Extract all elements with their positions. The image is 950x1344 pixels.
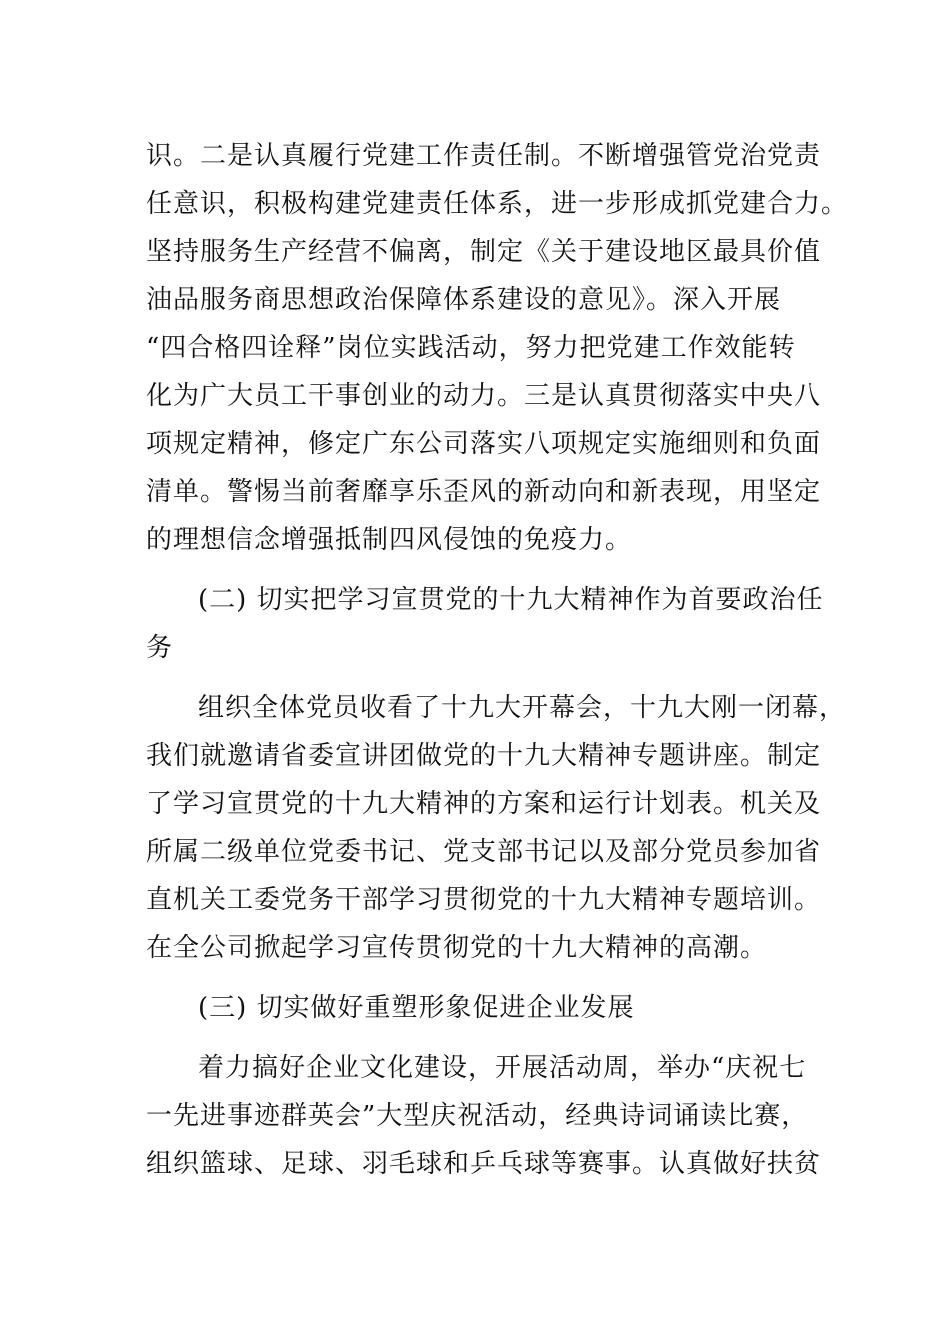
heading-line: 务: [146, 633, 174, 663]
text-line: 的理想信念增强抵制四风侵蚀的免疫力。: [146, 525, 633, 555]
text-line: 坚持服务生产经营不偏离，制定《关于建设地区最具价值: [146, 237, 822, 267]
text-line: 清单。警惕当前奢靡享乐歪风的新动向和新表现，用坚定: [146, 477, 822, 507]
text-line: 识。二是认真履行党建工作责任制。不断增强管党治党责: [146, 141, 822, 171]
text-line: 着力搞好企业文化建设，开展活动周，举办“庆祝七: [198, 1053, 807, 1083]
text-line: “四合格四诠释”岗位实践活动，努力把党建工作效能转: [146, 333, 796, 363]
text-line: 组织篮球、足球、羽毛球和乒乓球等赛事。认真做好扶贫: [146, 1149, 822, 1179]
paragraph-nineteenth-congress-study: [146, 684, 847, 972]
text-line: 直机关工委党务干部学习贯彻党的十九大精神专题培训。: [146, 885, 822, 915]
text-line: 任意识，积极构建党建责任体系，进一步形成抓党建合力。: [146, 189, 849, 219]
paragraph-corporate-culture: [146, 1044, 822, 1188]
paragraph-party-responsibility: [146, 132, 849, 564]
text-line: 组织全体党员收看了十九大开幕会，十九大刚一闭幕，: [198, 693, 847, 723]
section-heading-three: [146, 984, 796, 1032]
text-line: 一先进事迹群英会”大型庆祝活动，经典诗词诵读比赛，: [146, 1101, 809, 1131]
text-line: 化为广大员工干事创业的动力。三是认真贯彻落实中央八: [146, 381, 822, 411]
text-line: 所属二级单位党委书记、党支部书记以及部分党员参加省: [146, 837, 822, 867]
document-page: [146, 132, 849, 1188]
text-line: 在全公司掀起学习宣传贯彻党的十九大精神的高潮。: [146, 933, 768, 963]
heading-line: (三) 切实做好重塑形象促进企业发展: [198, 993, 635, 1023]
section-heading-two: [146, 576, 824, 672]
text-line: 项规定精神，修定广东公司落实八项规定实施细则和负面: [146, 429, 822, 459]
heading-line: (二) 切实把学习宣贯党的十九大精神作为首要政治任: [198, 585, 824, 615]
text-line: 了学习宣贯党的十九大精神的方案和运行计划表。机关及: [146, 789, 822, 819]
text-line: 油品服务商思想政治保障体系建设的意见》。深入开展: [146, 285, 782, 315]
text-line: 我们就邀请省委宣讲团做党的十九大精神专题讲座。制定: [146, 741, 822, 771]
